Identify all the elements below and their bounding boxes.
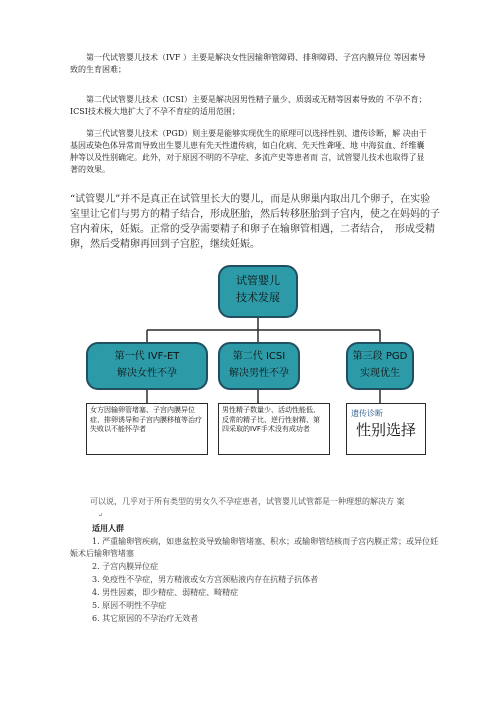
diagram-gen1-subtitle: 解决女性不孕	[117, 368, 177, 379]
applicable-item-6: 6. 其它原因的不孕治疗无效者	[92, 614, 199, 623]
diagram-gen3-title: 第三段 PGD	[352, 351, 408, 362]
definition-paragraph: “试管婴儿”并不是真正在试管里长大的婴儿，而是从卵巢内取出几个卵子，在实验室里让它们与男方的精子结合，形成胚胎，然后转移胚胎到子宫内，使之在妈妈的子宫内着床，妊娠。正常的受孕需要精子和卵子在输卵管相遇，二者结合， 形成受精卵，然后受精卵再回到子宫腔，继续妊娠。	[70, 194, 440, 250]
diagram-gen3-subtitle: 实现优生	[360, 368, 400, 379]
diagram-detail-box-1	[86, 403, 208, 455]
diagram-detail-text-1: 女方因输卵管堵塞、子宫内膜异位症、排卵诱导和子宫内膜移植等治疗失败以不能怀孕者	[90, 406, 202, 433]
applicable-item-5: 5. 原因不明性不孕症	[92, 601, 167, 610]
intro-paragraph-3: 第三代试管婴儿技术（PGD）则主要是能够实现优生的原理可以选择性别、遗传诊断，解 决由于基因或染色体异常而导致出生婴儿患有先天性遗传病，如白化病、先天性聋哑、地 中海贫血、纤维囊肿等以及性别确定。此外，对于原因不明的不孕症、多流产史等患者而 言，试管婴儿技术也取得了显著的效果。	[70, 129, 427, 174]
applicable-title: 适用人群	[92, 523, 124, 533]
diagram-gen3-box	[346, 342, 414, 390]
intro-paragraph-2: 第二代试管婴儿技术（ICSI）主要是解决因男性精子量少、质弱或无精等因素导致的 不孕不育；ICSI技术极大地扩大了不孕不育症的适用范围；	[70, 95, 427, 116]
diagram-detail-box-2	[218, 403, 330, 455]
applicable-item-1: 1. 严重输卵管疾病，如患盆腔炎导致输卵管堵塞、积水；或输卵管结核而子宫内膜正常；或异位妊娠术后输卵管堵塞	[70, 537, 439, 558]
diagram-detail-small: 遗传诊断	[351, 409, 383, 418]
diagram-detail-text-2: 男性精子数量少、活动性能低、反常的精子比、逆行性射精、第四采取的IVF手术没有成功者	[222, 406, 320, 433]
applicable-item-4: 4. 男性因素，即少精症、弱精症、畸精症	[92, 588, 239, 597]
intro-paragraph-1: 第一代试管婴儿技术（IVF ）主要是解决女性因输卵管障碍、排卵障碍、子宫内膜异位 等因素导致的生育困难；	[70, 53, 426, 74]
applicable-item-2: 2. 子宫内膜异位症	[92, 562, 159, 571]
conclusion-paragraph: 可以说，几乎对于所有类型的男女久不孕症患者，试管婴儿试管都是一种理想的解决方 案	[90, 497, 405, 506]
diagram-gen2-subtitle: 解决男性不孕	[229, 368, 289, 379]
diagram-gen2-title: 第二代 ICSI	[232, 351, 286, 362]
diagram-detail-large: 性别选择	[355, 421, 416, 439]
diagram-root-box	[218, 265, 298, 318]
diagram-gen2-box	[218, 342, 300, 390]
paragraph-mark: ↵	[98, 512, 104, 519]
diagram-detail-box-3	[346, 403, 426, 455]
diagram-gen1-box	[86, 342, 208, 390]
applicable-item-3: 3. 免疫性不孕症，男方精液或女方宫颈粘液内存在抗精子抗体者	[92, 575, 319, 584]
diagram-root-subtitle: 技术发展	[236, 291, 280, 304]
diagram-root-title: 试管婴儿	[236, 274, 280, 287]
diagram-gen1-title: 第一代 IVF-ET	[114, 351, 180, 362]
